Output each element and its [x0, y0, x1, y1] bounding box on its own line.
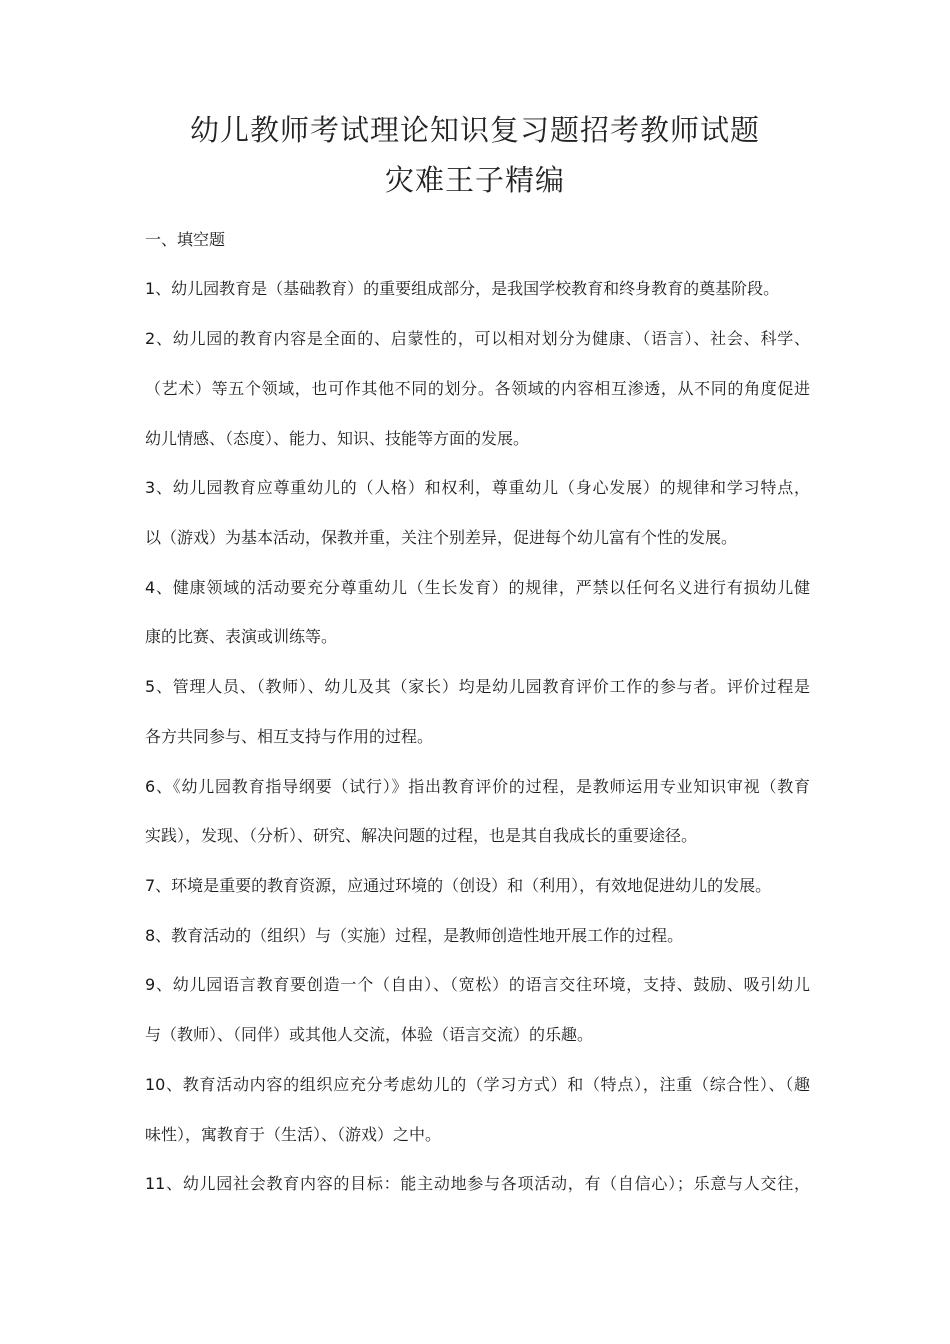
- paragraph-line: 8、教育活动的（组织）与（实施）过程，是教师创造性地开展工作的过程。: [145, 926, 684, 945]
- paragraph-line: 各方共同参与、相互支持与作用的过程。: [145, 727, 434, 746]
- paragraph-line: 康的比赛、表演或训练等。: [145, 627, 338, 646]
- paragraph-line: （艺术）等五个领域，也可作其他不同的划分。各领域的内容相互渗透，从不同的角度促进: [145, 379, 810, 398]
- paragraph-line: 以（游戏）为基本活动，保教并重，关注个别差异，促进每个幼儿富有个性的发展。: [145, 528, 738, 547]
- paragraph-line: 味性），寓教育于（生活）、（游戏）之中。: [145, 1125, 442, 1144]
- paragraph-line: 10、教育活动内容的组织应充分考虑幼儿的（学习方式）和（特点），注重（综合性）、（趣: [145, 1075, 810, 1094]
- paragraph-line: 1、幼儿园教育是（基础教育）的重要组成部分，是我国学校教育和终身教育的奠基阶段。: [145, 279, 780, 298]
- paragraph-line: 实践），发现、（分析）、研究、解决问题的过程，也是其自我成长的重要途径。: [145, 826, 698, 845]
- paragraph-line: 7、环境是重要的教育资源，应通过环境的（创设）和（利用），有效地促进幼儿的发展。: [145, 876, 772, 895]
- paragraph-line: 6、《幼儿园教育指导纲要（试行）》指出教育评价的过程，是教师运用专业知识审视（教育: [145, 777, 810, 796]
- document-subtitle: 灾难王子精编: [384, 163, 565, 197]
- paragraph-line: 4、健康领域的活动要充分尊重幼儿（生长发育）的规律，严禁以任何名义进行有损幼儿健: [145, 578, 810, 597]
- paragraph-line: 3、幼儿园教育应尊重幼儿的（人格）和权利，尊重幼儿（身心发展）的规律和学习特点，: [145, 478, 810, 497]
- paragraph-line: 9、幼儿园语言教育要创造一个（自由）、（宽松）的语言交往环境，支持、鼓励、吸引幼儿: [145, 975, 810, 994]
- paragraph-line: 与（教师）、（同伴）或其他人交流，体验（语言交流）的乐趣。: [145, 1025, 594, 1044]
- document-title: 幼儿教师考试理论知识复习题招考教师试题: [189, 113, 760, 147]
- section-heading: 一、填空题: [145, 230, 226, 249]
- paragraph-line: 2、幼儿园的教育内容是全面的、启蒙性的，可以相对划分为健康、（语言）、社会、科学、: [145, 329, 810, 348]
- paragraph-line: 5、管理人员、（教师）、幼儿及其（家长）均是幼儿园教育评价工作的参与者。评价过程是: [145, 677, 810, 696]
- paragraph-line: 11、幼儿园社会教育内容的目标：能主动地参与各项活动，有（自信心）；乐意与人交往，: [145, 1174, 810, 1193]
- paragraph-line: 幼儿情感、（态度）、能力、知识、技能等方面的发展。: [145, 429, 530, 448]
